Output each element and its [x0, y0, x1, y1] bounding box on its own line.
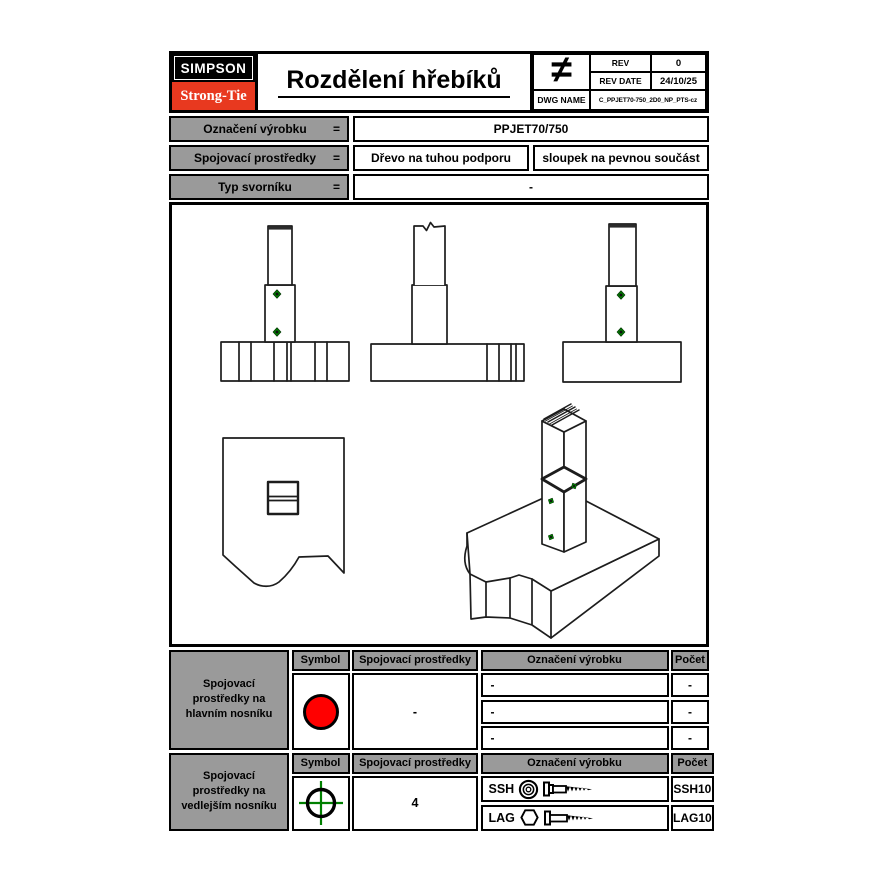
fasteners-value-right: sloupek na pevnou součást: [533, 145, 709, 171]
count-header: Počet: [671, 753, 714, 774]
drawing-area: [169, 202, 709, 647]
title-block: [169, 51, 709, 113]
front-view-middle: [371, 223, 524, 382]
rev-value: 0: [651, 54, 706, 72]
front-view-left: [221, 226, 349, 381]
hex-nut-icon: [519, 807, 540, 828]
bolt-type-row: [169, 174, 709, 200]
product-header: Označení výrobku: [481, 753, 669, 774]
bolt-type-label: Typ svorníku: [218, 180, 292, 194]
fasteners-label: Spojovací prostředky: [193, 151, 317, 165]
bolt-type-label-cell: [169, 174, 349, 200]
product-designation-row: [169, 116, 709, 142]
isometric-view: [465, 404, 659, 638]
dwg-name-label: DWG NAME: [533, 90, 590, 110]
main-product-row: -: [671, 700, 709, 724]
top-view-plate: [223, 438, 344, 586]
revision-block: [530, 49, 706, 110]
fasteners-label-cell: [169, 145, 349, 171]
rev-date-label: REV DATE: [590, 72, 651, 90]
symbol-header: Symbol: [292, 650, 350, 671]
fasteners-value-left: Dřevo na tuhou podporu: [353, 145, 529, 171]
secondary-symbol-cell: [292, 776, 350, 831]
product-designation-value: PPJET70/750: [353, 116, 709, 142]
logo-simpson: SIMPSON: [172, 54, 255, 82]
main-fasteners-table: [169, 650, 709, 751]
equals-sign: =: [332, 180, 340, 194]
equals-sign: =: [332, 122, 340, 136]
fasteners-row: [169, 145, 709, 171]
fasteners-header: Spojovací prostředky: [352, 753, 478, 774]
secondary-count-cell: 4: [352, 776, 478, 831]
lag-screw-icon: [543, 780, 595, 798]
product-header: Označení výrobku: [481, 650, 669, 671]
not-to-scale-icon: ≠: [533, 54, 590, 90]
washer-icon: [518, 779, 539, 800]
count-header: Počet: [671, 650, 709, 671]
crosshair-icon: [298, 780, 344, 826]
lag-prefix: LAG: [488, 810, 515, 825]
simpson-strongtie-logo: [172, 54, 258, 110]
symbol-header: Symbol: [292, 753, 350, 774]
ssh-product: SSH10: [671, 776, 714, 802]
main-product-row: -: [671, 673, 709, 697]
sheet-title: Rozdělení hřebíků: [278, 66, 509, 98]
rev-date-value: 24/10/25: [651, 72, 706, 90]
lag-fastener-cell: [481, 805, 669, 831]
bolt-type-value: -: [353, 174, 709, 200]
logo-strongtie: Strong-Tie: [172, 82, 255, 110]
ssh-fastener-cell: [481, 776, 669, 802]
secondary-table-row-label: Spojovací prostředky na vedlejším nosníku: [169, 753, 289, 831]
sheet-title-area: [258, 54, 530, 110]
rev-label: REV: [590, 54, 651, 72]
main-fastener-row: -: [481, 726, 669, 750]
main-fastener-row: -: [481, 700, 669, 724]
lag-screw-icon: [544, 809, 596, 827]
red-circle-icon: [303, 694, 339, 730]
main-count-cell: -: [352, 673, 478, 750]
drawing-sheet: [169, 49, 712, 831]
product-designation-label-cell: [169, 116, 349, 142]
fasteners-header: Spojovací prostředky: [352, 650, 478, 671]
main-table-row-label: Spojovací prostředky na hlavním nosníku: [169, 650, 289, 751]
main-symbol-cell: [292, 673, 350, 750]
equals-sign: =: [332, 151, 340, 165]
lag-product: LAG10: [671, 805, 714, 831]
dwg-name-value: C_PPJET70-750_2D0_NP_PTS-cz: [590, 90, 706, 110]
main-product-row: -: [671, 726, 709, 750]
secondary-fasteners-table: [169, 753, 712, 831]
product-designation-label: Označení výrobku: [203, 122, 307, 136]
ssh-prefix: SSH: [488, 782, 515, 796]
main-fastener-row: -: [481, 673, 669, 697]
front-view-right: [563, 224, 681, 382]
